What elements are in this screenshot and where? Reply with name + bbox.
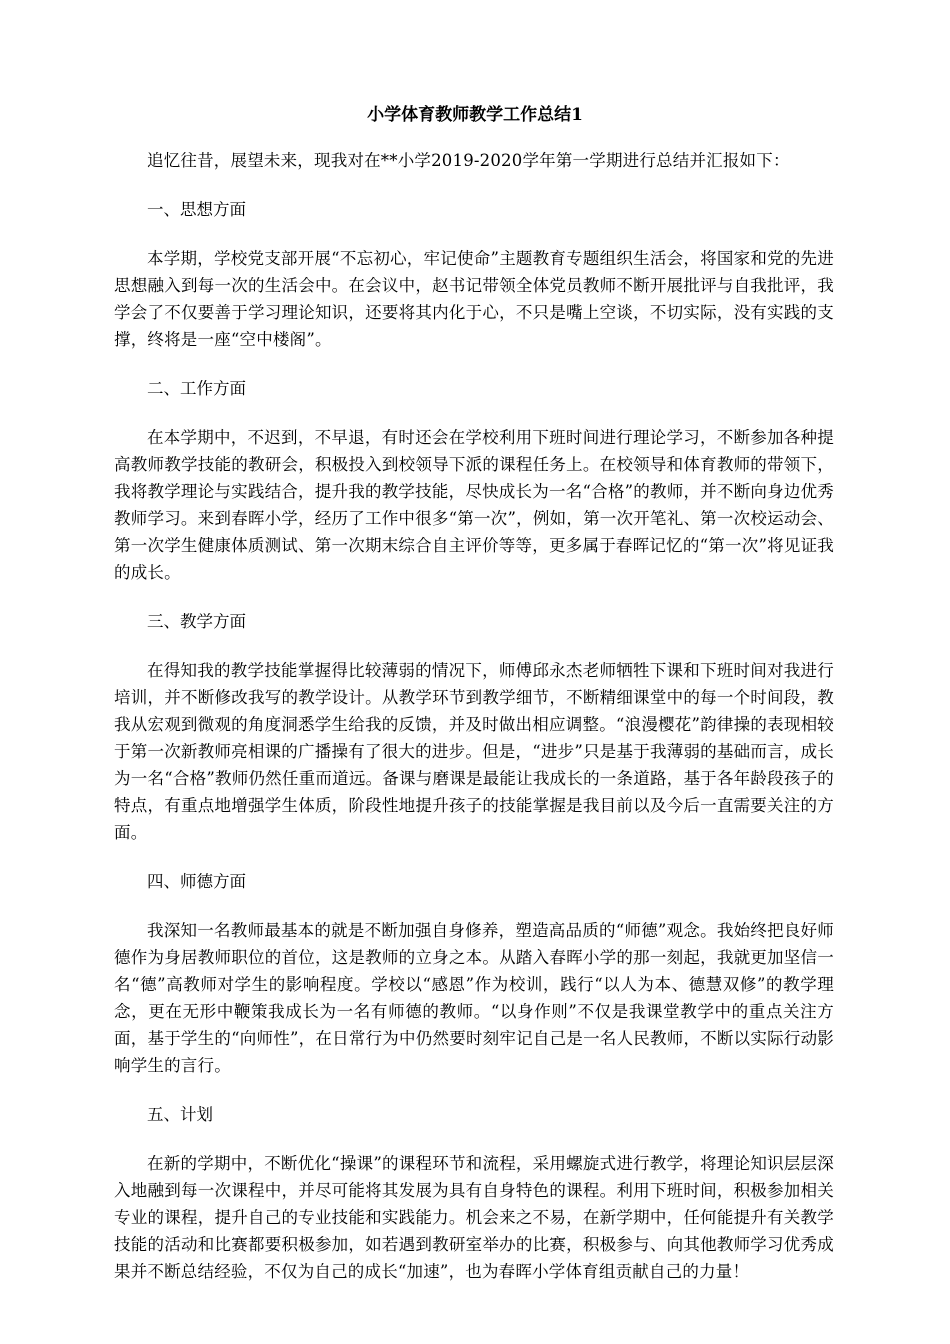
- section-heading-ethics: 四、师德方面: [147, 872, 246, 891]
- section-heading-work: 二、工作方面: [147, 379, 246, 398]
- section-body-thought: 本学期，学校党支部开展“不忘初心，牢记使命”主题教育专题组织生活会，将国家和党的先进思想融入到每一次的生活会中。在会议中，赵书记带领全体党员教师不断开展批评与自我批评，我学会了不仅要善于学习理论知识，还要将其内化于心，不只是嘴上空谈，不切实际，没有实践的支撑，终将是一座“空中楼阁”。: [114, 249, 834, 349]
- section-body-plan: 在新的学期中，不断优化“操课”的课程环节和流程，采用螺旋式进行教学，将理论知识层层深入地融到每一次课程中，并尽可能将其发展为具有自身特色的课程。利用下班时间，积极参加相关专业的课程，提升自己的专业技能和实践能力。机会来之不易，在新学期中，任何能提升有关教学技能的活动和比赛都要积极参加，如若遇到教研室举办的比赛，积极参与、向其他教师学习优秀成果并不断总结经验，不仅为自己的成长“加速”，也为春晖小学体育组贡献自己的力量！: [114, 1154, 834, 1281]
- section-body-teaching: 在得知我的教学技能掌握得比较薄弱的情况下，师傅邱永杰老师牺牲下课和下班时间对我进行培训，并不断修改我写的教学设计。从教学环节到教学细节，不断精细课堂中的每一个时间段，教我从宏观到微观的角度洞悉学生给我的反馈，并及时做出相应调整。“浪漫樱花”韵律操的表现相较于第一次新教师亮相课的广播操有了很大的进步。但是，“进步”只是基于我薄弱的基础而言，成长为一名“合格”教师仍然任重而道远。备课与磨课是最能让我成长的一条道路，基于各年龄段孩子的特点，有重点地增强学生体质，阶段性地提升孩子的技能掌握是我目前以及今后一直需要关注的方面。: [114, 661, 834, 842]
- section-heading-thought: 一、思想方面: [147, 200, 246, 219]
- document-title: 小学体育教师教学工作总结1: [367, 105, 583, 125]
- section-body-ethics: 我深知一名教师最基本的就是不断加强自身修养，塑造高品质的“师德”观念。我始终把良好师德作为身居教师职位的首位，这是教师的立身之本。从踏入春晖小学的那一刻起，我就更加坚信一名“德”高教师对学生的影响程度。学校以“感恩”作为校训，践行“以人为本、德慧双修”的教学理念，更在无形中鞭策我成长为一名有师德的教师。“以身作则”不仅是我课堂教学中的重点关注方面，基于学生的“向师性”，在日常行为中仍然要时刻牢记自己是一名人民教师，不断以实际行动影响学生的言行。: [114, 921, 834, 1075]
- section-heading-plan: 五、计划: [147, 1105, 213, 1124]
- section-body-work: 在本学期中，不迟到，不早退，有时还会在学校利用下班时间进行理论学习，不断参加各种提高教师教学技能的教研会，积极投入到校领导下派的课程任务上。在校领导和体育教师的带领下，我将教学理论与实践结合，提升我的教学技能，尽快成长为一名“合格”的教师，并不断向身边优秀教师学习。来到春晖小学，经历了工作中很多“第一次”，例如，第一次开笔礼、第一次校运动会、第一次学生健康体质测试、第一次期末综合自主评价等等，更多属于春晖记忆的“第一次”将见证我的成长。: [114, 428, 834, 582]
- section-heading-teaching: 三、教学方面: [147, 612, 246, 631]
- intro-paragraph: 追忆往昔，展望未来，现我对在**小学2019-2020学年第一学期进行总结并汇报如下：: [147, 151, 790, 170]
- document-body: [114, 147, 834, 1307]
